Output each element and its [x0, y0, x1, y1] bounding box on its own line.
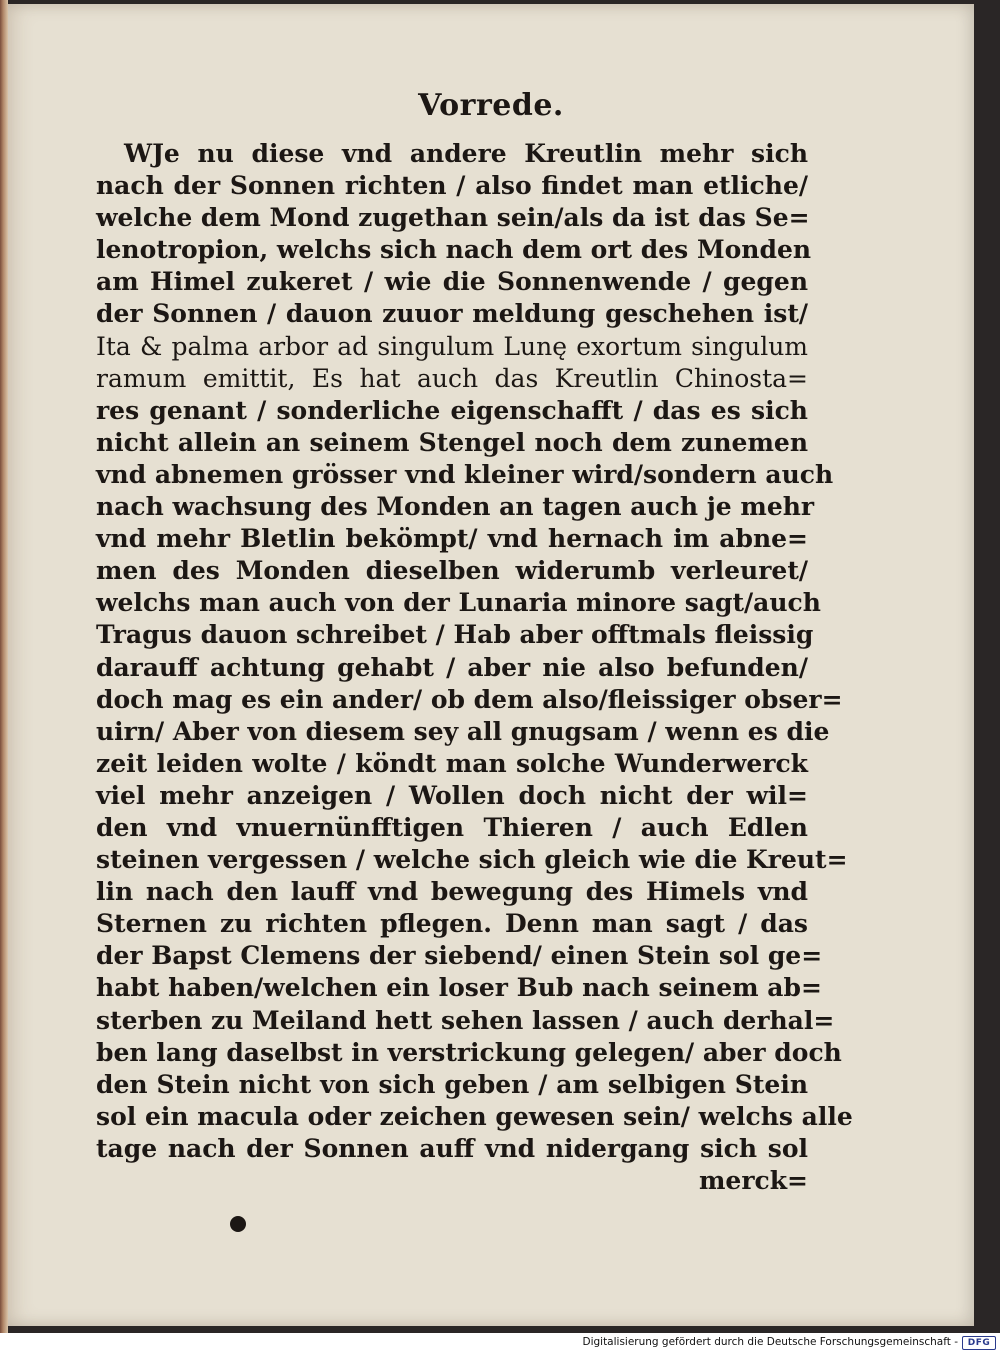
text-line: zeit leiden wolte / köndt man solche Wunderwerck: [96, 748, 808, 778]
book-page: [8, 4, 974, 1326]
book-binding-edge: [0, 0, 8, 1333]
text-line: nach der Sonnen richten / also findet man etliche/: [96, 171, 808, 201]
text-line: der Bapst Clemens der siebend/ einen Stein sol ge=: [96, 941, 823, 971]
text-line: uirn/ Aber von diesem sey all gnugsam / wenn es die: [96, 716, 830, 746]
text-line: tage nach der Sonnen auff vnd nidergang sich sol: [96, 1133, 808, 1163]
text-line: viel mehr anzeigen / Wollen doch nicht der wil=: [96, 780, 808, 810]
text-line: WJe nu diese vnd andere Kreutlin mehr sich: [124, 139, 808, 168]
text-line: vnd abnemen grösser vnd kleiner wird/sondern auch: [96, 459, 834, 489]
ornament-dot: [230, 1216, 246, 1232]
text-line: sol ein macula oder zeichen gewesen sein/ welchs alle: [96, 1101, 853, 1131]
text-line: welchs man auch von der Lunaria minore sagt/auch: [96, 588, 821, 618]
text-line: res genant / sonderliche eigenschafft / das es sich: [96, 395, 808, 425]
text-line: men des Monden dieselben widerumb verleuret/: [96, 556, 808, 586]
text-line: lin nach den lauff vnd bewegung des Himels vnd: [96, 877, 808, 907]
text-line: lenotropion, welchs sich nach dem ort des Monden: [96, 235, 812, 265]
text-line: merck=: [698, 1166, 808, 1195]
text-line: nicht allein an seinem Stengel noch dem zunemen: [96, 427, 808, 457]
text-line: sterben zu Meiland hett sehen lassen / auch derhal=: [96, 1005, 835, 1035]
text-line: darauff achtung gehabt / aber nie also befunden/: [96, 652, 808, 682]
page-title: Vorrede.: [418, 88, 564, 123]
text-line: steinen vergessen / welche sich gleich wie die Kreut=: [96, 845, 848, 875]
text-line: nach wachsung des Monden an tagen auch je mehr: [96, 492, 815, 522]
dfg-logo-icon: DFG: [962, 1336, 996, 1350]
text-line: Tragus dauon schreibet / Hab aber offtmals fleissig: [96, 620, 814, 650]
text-line: welche dem Mond zugethan sein/als da ist das Se=: [96, 203, 810, 233]
footer-credit: Digitalisierung gefördert durch die Deutsche Forschungsgemeinschaft -: [582, 1336, 958, 1348]
text-line: der Sonnen / dauon zuuor meldung geschehen ist/: [96, 299, 808, 329]
text-line: ramum emittit, Es hat auch das Kreutlin Chinosta=: [96, 363, 808, 393]
text-line: ben lang daselbst in verstrickung gelegen/ aber doch: [96, 1037, 842, 1067]
text-line: den vnd vnuernünfftigen Thieren / auch Edlen: [96, 812, 808, 842]
text-line: Sternen zu richten pflegen. Denn man sagt / das: [96, 909, 808, 939]
text-line: vnd mehr Bletlin bekömpt/ vnd hernach im abne=: [96, 524, 808, 554]
text-line: den Stein nicht von sich geben / am selbigen Stein: [96, 1069, 808, 1099]
body-text: [96, 138, 853, 1197]
text-line: habt haben/welchen ein loser Bub nach seinem ab=: [96, 973, 822, 1003]
text-line: doch mag es ein ander/ ob dem also/fleissiger obser=: [96, 684, 843, 714]
text-line: am Himel zukeret / wie die Sonnenwende / gegen: [96, 267, 808, 297]
text-line: Ita & palma arbor ad singulum Lunę exortum singulum: [96, 331, 808, 361]
